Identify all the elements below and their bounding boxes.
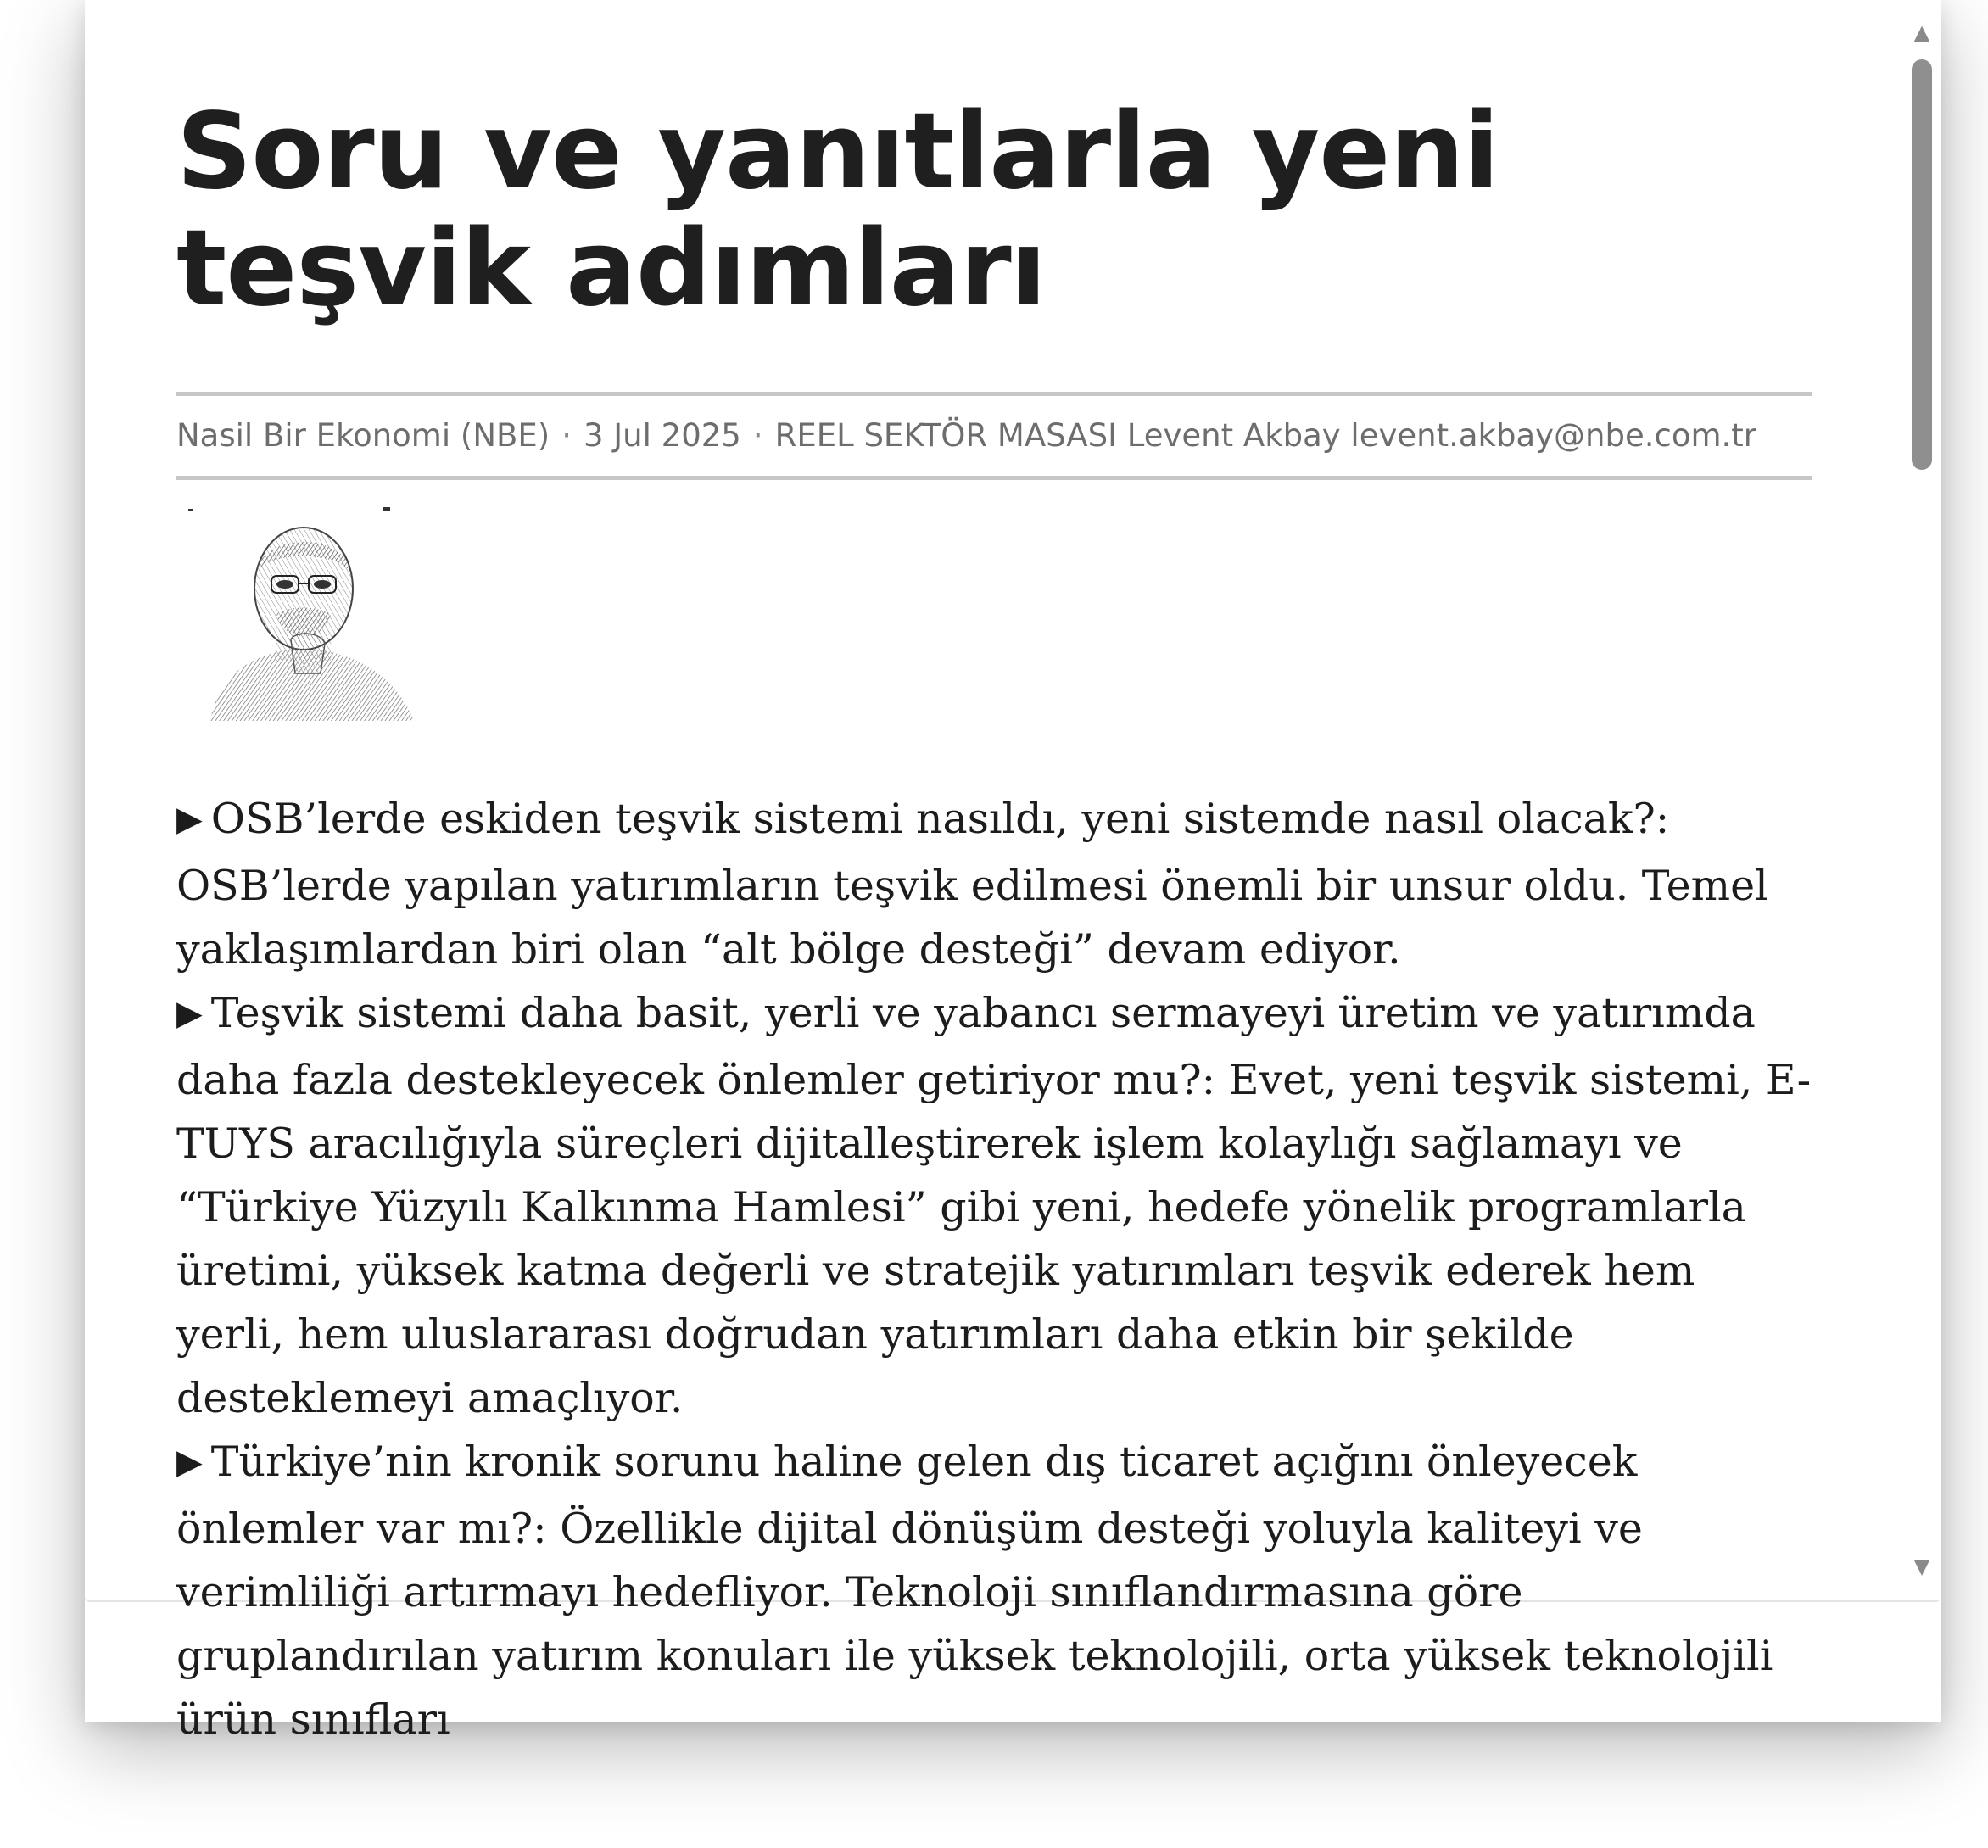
byline-publication: Nasil Bir Ekonomi (NBE) <box>176 417 550 454</box>
byline-bottom-divider <box>176 476 1812 480</box>
paragraph <box>176 981 1812 1430</box>
paragraph <box>176 1430 1812 1751</box>
paragraph-marker: ▶ <box>176 800 203 839</box>
byline <box>176 396 1812 476</box>
byline-separator: · <box>752 417 763 454</box>
chevron-down-icon[interactable]: ▼ <box>1913 1555 1930 1578</box>
article-title: Soru ve yanıtlarla yeni teşvik adımları <box>176 91 1499 330</box>
scrollbar-thumb[interactable] <box>1912 59 1932 470</box>
byline-desk-author: REEL SEKTÖR MASASI Levent Akbay levent.akbay@nbe.com.tr <box>774 417 1756 454</box>
author-photo <box>176 504 431 721</box>
vertical-scrollbar[interactable] <box>1903 0 1941 1600</box>
author-portrait-icon <box>176 504 431 721</box>
article-body <box>176 787 1812 1751</box>
article-content <box>176 93 1812 1751</box>
paragraph-text: Türkiye’nin kronik sorunu haline gelen dış ticaret açığını önleyecek önlemler var mı?: Özellikle dijital dönüşüm desteği yoluyla kaliteyi ve verimliliği artırmayı hedefliyor. Teknoloji sınıflandırmasına göre gruplandırılan yatırım konuları ile yüksek teknolojili, orta yüksek teknolojili ürün sınıfları <box>176 1438 1773 1744</box>
paragraph <box>176 787 1812 981</box>
paragraph-marker: ▶ <box>176 994 203 1033</box>
paragraph-marker: ▶ <box>176 1443 203 1482</box>
article-viewport[interactable] <box>85 0 1941 1744</box>
chevron-up-icon[interactable]: ▲ <box>1913 20 1930 44</box>
reader-window <box>85 0 1941 1744</box>
paragraph-text: Teşvik sistemi daha basit, yerli ve yabancı sermayeyi üretim ve yatırımda daha fazla destekleyecek önlemler getiriyor mu?: Evet, yeni teşvik sistemi, E-TUYS aracılığıyla süreçleri dijitalleştirerek işlem kolaylığı sağlamayı ve “Türkiye Yüzyılı Kalkınma Hamlesi” gibi yeni, hedefe yönelik programlarla üretimi, yüksek katma değerli ve stratejik yatırımları teşvik ederek hem yerli, hem uluslararası doğrudan yatırımları daha etkin bir şekilde desteklemeyi amaçlıyor. <box>176 989 1812 1422</box>
paragraph-text: OSB’lerde eskiden teşvik sistemi nasıldı, yeni sistemde nasıl olacak?: OSB’lerde yapılan yatırımların teşvik edilmesi önemli bir unsur oldu. Temel yaklaşımlardan biri olan “alt bölge desteği” devam ediyor. <box>176 795 1768 974</box>
byline-date: 3 Jul 2025 <box>583 417 741 454</box>
byline-separator: · <box>561 417 572 454</box>
